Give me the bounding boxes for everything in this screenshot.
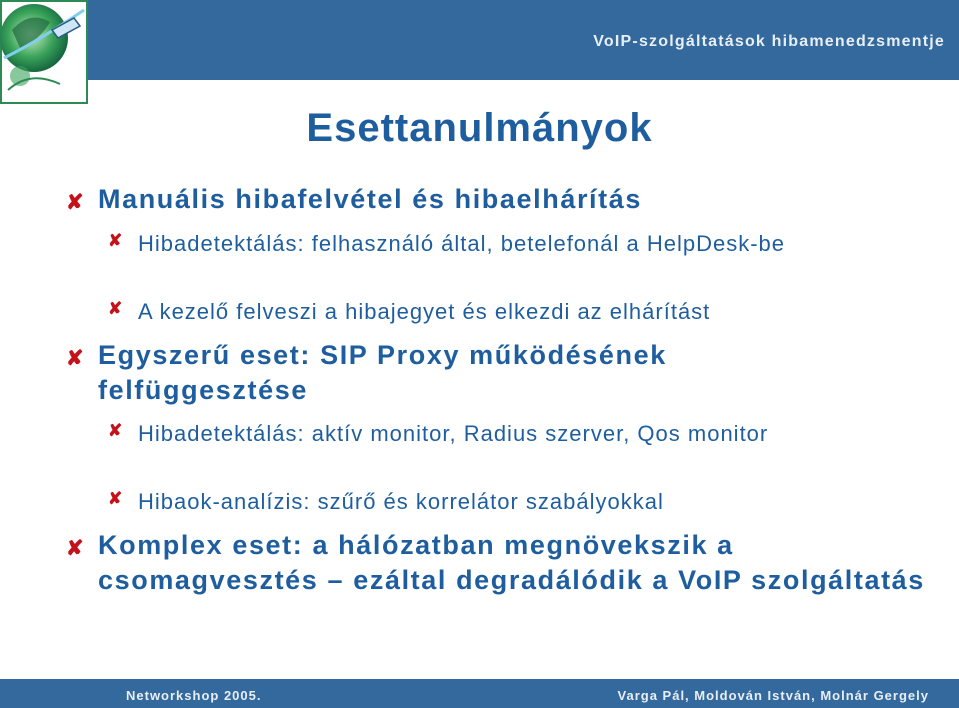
cross-bullet-icon: ✘ [66, 191, 84, 214]
bullet-text: Hibadetektálás: aktív monitor, Radius szerver, Qos monitor [138, 421, 769, 446]
bullet-manual-handling [66, 182, 926, 217]
bullet-detection-monitor [108, 418, 828, 449]
cross-bullet-icon: ✘ [108, 489, 123, 508]
globe-satellite-logo [0, 0, 88, 104]
bullet-detection-user [108, 228, 908, 259]
bullet-text: Komplex eset: a hálózatban megnövekszik a csomagvesztés – ezáltal degradálódik a VoIP szolgáltatás [98, 530, 925, 595]
bullet-text: A kezelő felveszi a hibajegyet és elkezdi az elhárítást [138, 299, 711, 324]
bullet-text: Egyszerű eset: SIP Proxy működésének felfüggesztése [98, 340, 667, 405]
slide-title: Esettanulmányok [306, 106, 653, 150]
footer-left: Networkshop 2005. [126, 688, 262, 703]
bullet-text: Hibadetektálás: felhasználó által, betelefonál a HelpDesk-be [138, 231, 786, 256]
cross-bullet-icon: ✘ [108, 299, 123, 318]
header-title: VoIP-szolgáltatások hibamenedzsmentje [593, 33, 945, 50]
bullet-text: Hibaok-analízis: szűrő és korrelátor szabályokkal [138, 489, 664, 514]
cross-bullet-icon: ✘ [66, 347, 84, 370]
cross-bullet-icon: ✘ [108, 421, 123, 440]
footer-band [0, 679, 959, 708]
footer-right: Varga Pál, Moldován István, Molnár Gergely [617, 688, 929, 703]
bullet-complex-case [66, 528, 926, 598]
bullet-text: Manuális hibafelvétel és hibaelhárítás [98, 184, 642, 214]
cross-bullet-icon: ✘ [66, 537, 84, 560]
bullet-simple-case [66, 338, 826, 408]
bullet-operator-ticket [108, 296, 948, 327]
cross-bullet-icon: ✘ [108, 231, 123, 250]
bullet-root-cause [108, 486, 948, 517]
header-band [84, 0, 959, 80]
